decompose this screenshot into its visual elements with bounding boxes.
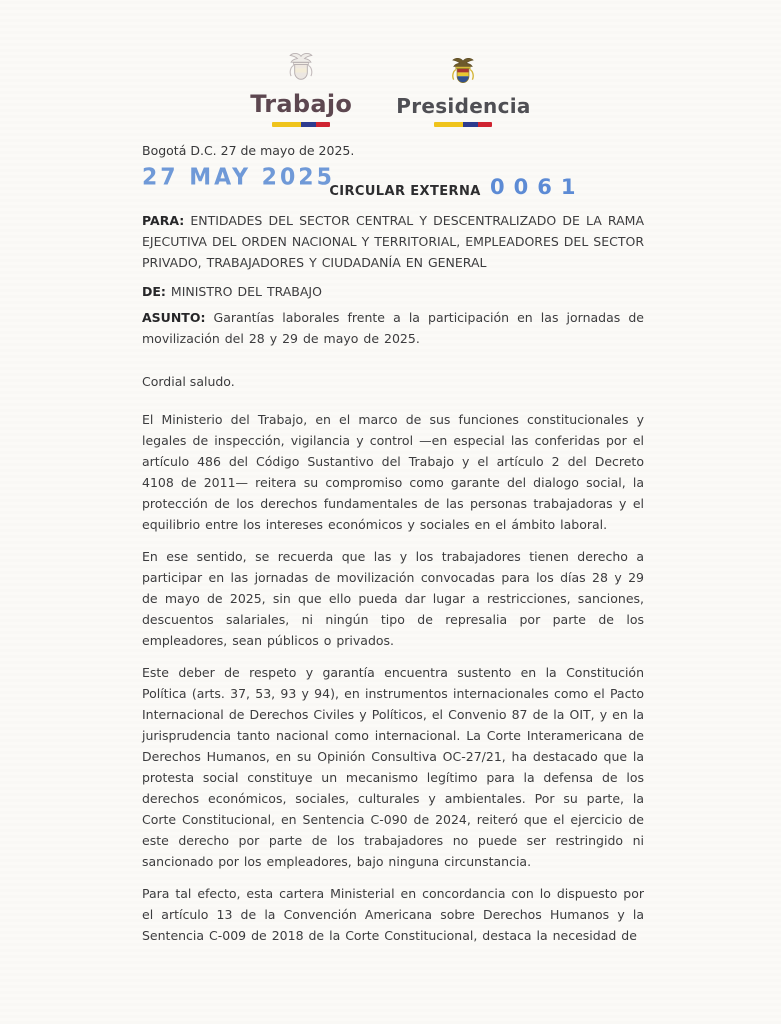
circular-number-stamp: 0061 xyxy=(490,175,585,200)
header-logos xyxy=(0,0,781,127)
body-paragraph-3: Este deber de respeto y garantía encuentra sustento en la Constitución Política (arts. 37, 53, 93 y 94), en instrumentos internacionales como el Pacto Internacional de Derechos Civiles y Políticos, el Convenio 87 de la OIT, y en la jurisprudencia tanto nacional como internacional. La Corte Interamericana de Derechos Humanos, en su Opinión Consultiva OC-27/21, ha destacado que la protesta social constituye un mecanismo legítimo para la defensa de los derechos económicos, sociales, culturales y ambientales. Por su parte, la Corte Constitucional, en Sentencia C-090 de 2024, reiteró que el ejercicio de este derecho por parte de los trabajadores no puede ser restringido ni sancionado por los empleadores, bajo ninguna circunstancia. xyxy=(142,665,644,870)
field-para xyxy=(142,210,644,273)
logo-trabajo xyxy=(250,50,352,127)
trabajo-wordmark: Trabajo xyxy=(250,90,353,118)
salutation: Cordial saludo. xyxy=(142,374,235,390)
presidencia-coat-of-arms-icon xyxy=(446,54,480,94)
trabajo-flag-bar-icon xyxy=(272,122,330,127)
presidencia-wordmark: Presidencia xyxy=(396,94,531,119)
document-title: CIRCULAR EXTERNA xyxy=(329,184,481,200)
field-de-text: MINISTRO DEL TRABAJO xyxy=(170,284,322,300)
body-paragraph-1: El Ministerio del Trabajo, en el marco de sus funciones constitucionales y legales de inspección, vigilancia y control —en especial las conferidas por el artículo 486 del Código Sustantivo del Trabajo y el artículo 2 del Decreto 4108 de 2011— reitera su compromiso como garante del dialogo social, la protección de los derechos fundamentales de las personas trabajadoras y el equilibrio entre los intereses económicos y sociales en el ámbito laboral. xyxy=(142,412,644,533)
received-date-stamp: 27 MAY 2025 xyxy=(142,164,335,191)
field-asunto-label: ASUNTO: xyxy=(142,310,206,326)
body-paragraph-2: En ese sentido, se recuerda que las y los trabajadores tienen derecho a participar en las jornadas de movilización convocadas para los días 28 y 29 de mayo de 2025, sin que ello pueda dar lugar a restricciones, sanciones, descuentos salariales, ni ningún tipo de represalia por parte de los empleadores, sean públicos o privados. xyxy=(142,549,644,649)
field-asunto xyxy=(142,307,644,349)
field-de xyxy=(142,281,644,302)
field-para-text: ENTIDADES DEL SECTOR CENTRAL Y DESCENTRALIZADO DE LA RAMA EJECUTIVA DEL ORDEN NACIONAL Y TERRITORIAL, EMPLEADORES DEL SECTOR PRIVADO, TRABAJADORES Y CIUDADANÍA EN GENERAL xyxy=(142,213,644,271)
trabajo-coat-of-arms-icon xyxy=(283,50,319,90)
field-de-label: DE: xyxy=(142,284,166,300)
logo-presidencia xyxy=(396,54,530,127)
presidencia-flag-bar-icon xyxy=(434,122,492,127)
field-asunto-text: Garantías laborales frente a la participación en las jornadas de movilización del 28 y 29 de mayo de 2025. xyxy=(142,310,644,347)
date-line: Bogotá D.C. 27 de mayo de 2025. xyxy=(142,143,355,159)
title-stamp-row xyxy=(142,164,644,210)
field-para-label: PARA: xyxy=(142,213,185,229)
body-paragraph-4: Para tal efecto, esta cartera Ministerial en concordancia con lo dispuesto por el artículo 13 de la Convención Americana sobre Derechos Humanos y la Sentencia C-009 de 2018 de la Corte Constitucional, destaca la necesidad de xyxy=(142,886,644,944)
document-body xyxy=(0,127,781,946)
